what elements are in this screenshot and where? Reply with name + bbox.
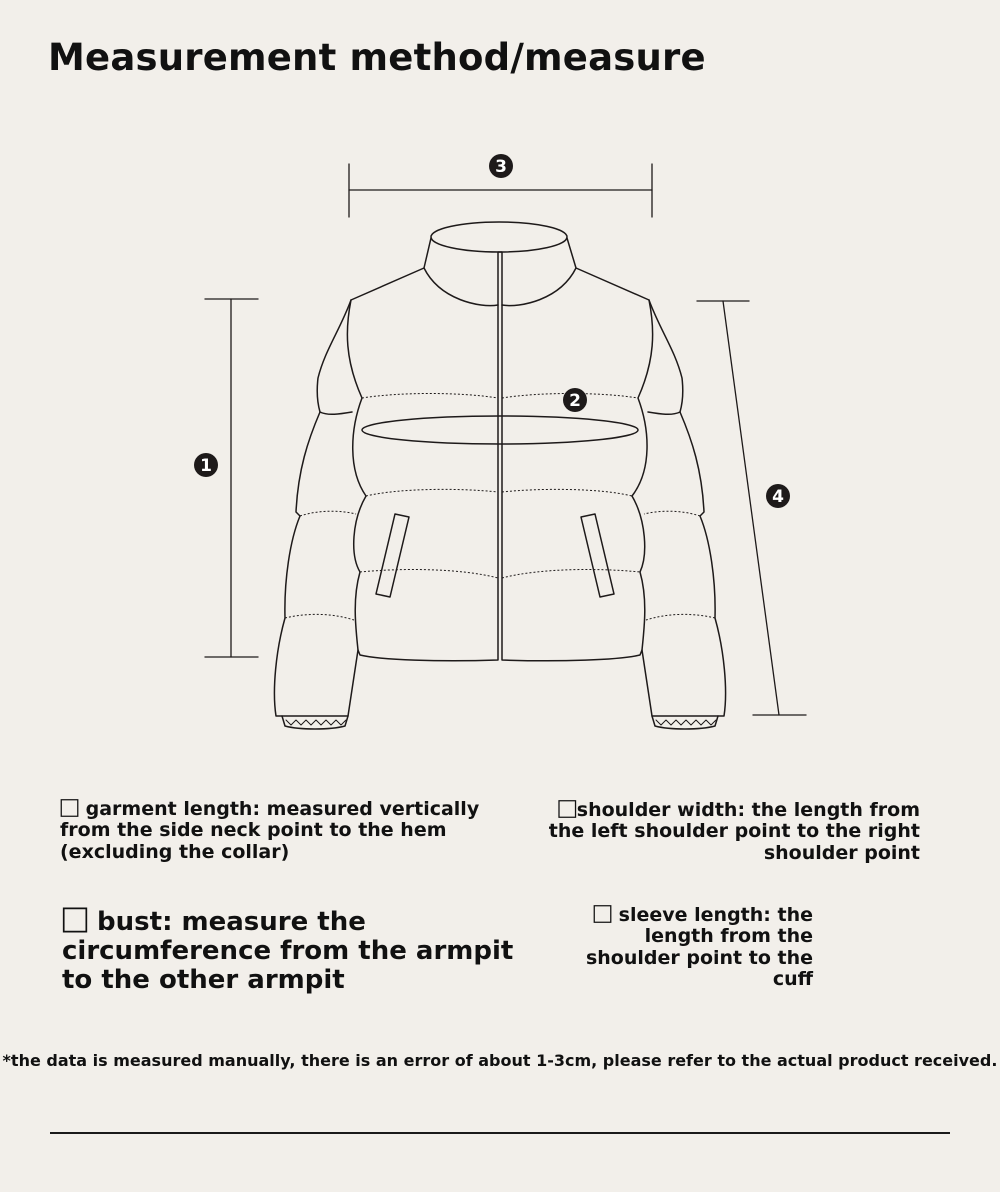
svg-text:1: 1 — [200, 456, 212, 476]
shoulder-width-note: ⃞shoulder width: the length from the left shoulder point to the right shoulder point — [548, 799, 920, 864]
right-pocket — [581, 514, 614, 597]
bust-note: ⃞ bust: measure the circumference from the armpit to the other armpit — [62, 907, 514, 996]
jacket-outline — [274, 252, 725, 716]
page-title: Measurement method/measure — [48, 36, 706, 79]
bust-measure-ellipse — [362, 416, 638, 444]
marker-1 — [194, 453, 218, 477]
svg-text:2: 2 — [569, 391, 581, 411]
marker-4 — [766, 484, 790, 508]
sleeve-length-note: ⃞ sleeve length: the length from the shoulder point to the cuff — [585, 904, 813, 990]
disclaimer: *the data is measured manually, there is an error of about 1-3cm, please refer to the actual product received. — [2, 1051, 998, 1070]
divider — [50, 1132, 950, 1134]
jacket-measurement-diagram — [0, 140, 1000, 760]
garment-length-note: ⃞ garment length: measured vertically from the side neck point to the hem (excluding the collar) — [60, 798, 480, 863]
svg-text:3: 3 — [495, 157, 507, 177]
marker-3 — [489, 154, 513, 178]
collar — [431, 222, 567, 252]
left-pocket — [376, 514, 409, 597]
marker-2 — [563, 388, 587, 412]
svg-text:4: 4 — [772, 487, 784, 507]
